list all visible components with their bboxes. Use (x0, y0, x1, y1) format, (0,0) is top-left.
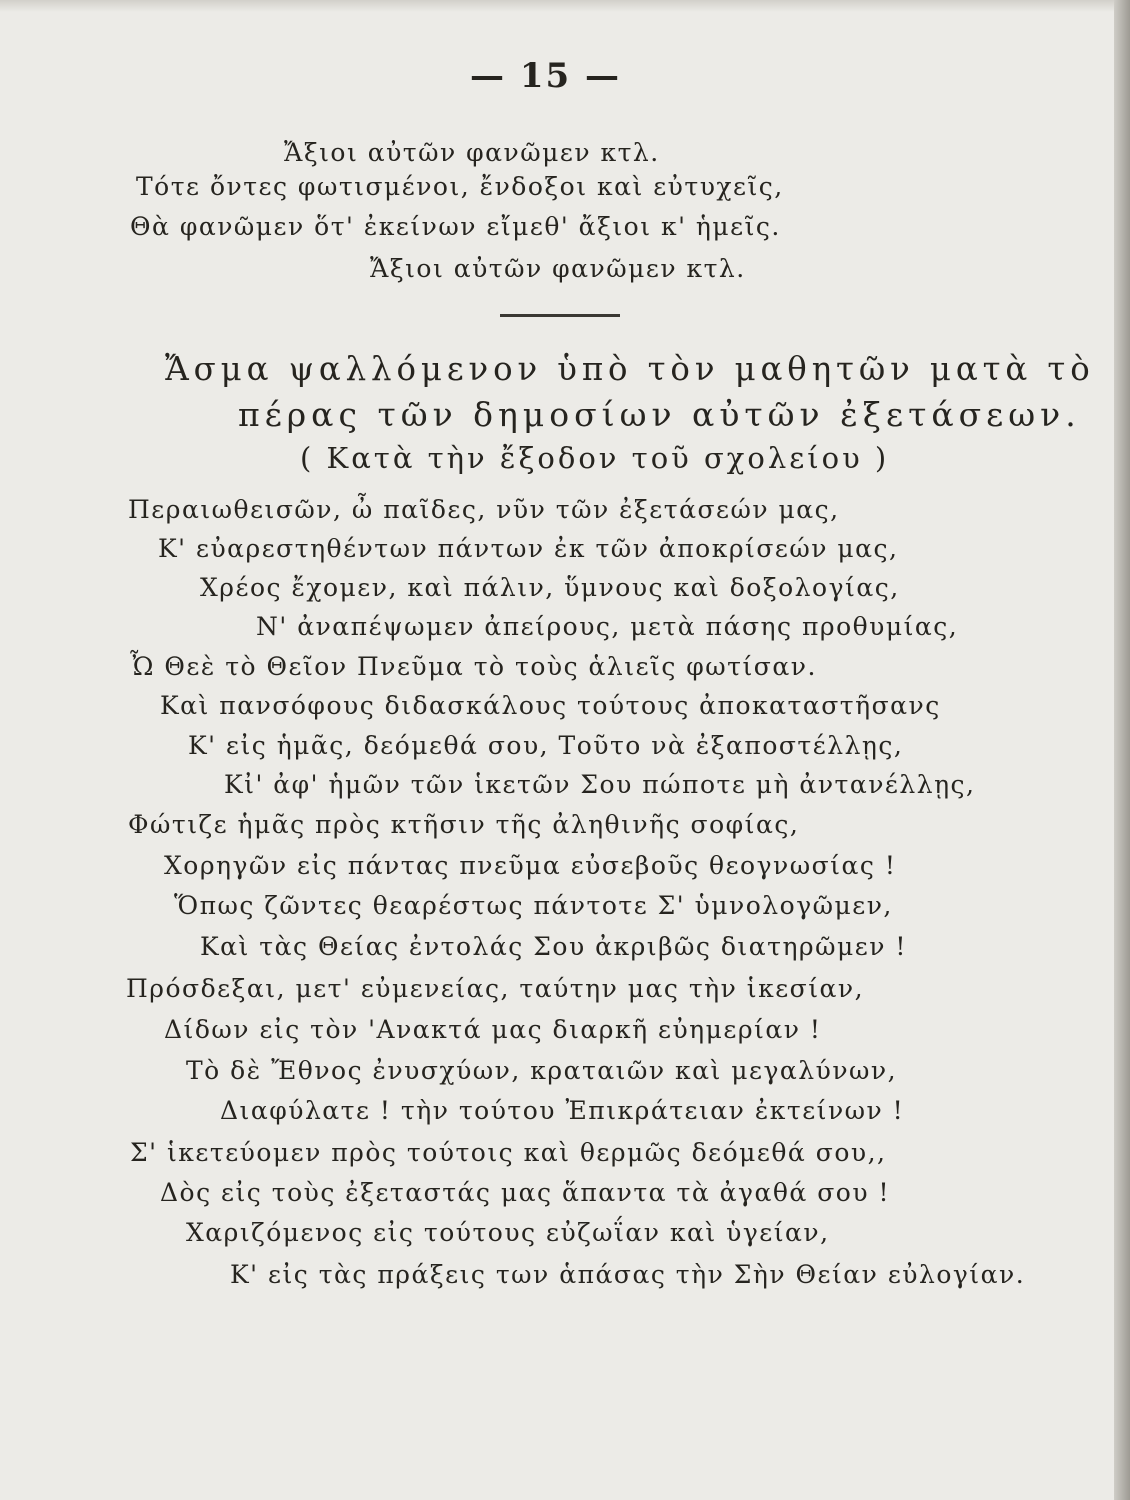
song-title-line-2: πέρας τῶν δημοσίων αὐτῶν ἐξετάσεων. (238, 395, 1081, 434)
stanza-line-1: Ἄξιοι αὐτῶν φανῶμεν κτλ. (284, 138, 660, 167)
poem-line: Περαιωθεισῶν, ὦ παῖδες, νῦν τῶν ἐξετάσεών μας, (128, 495, 840, 524)
poem-line: Χρέος ἔχομεν, καὶ πάλιν, ὕμνους καὶ δοξολογίας, (200, 573, 900, 602)
poem-line: Κ' εἰς τὰς πράξεις των ἁπάσας τὴν Σὴν Θείαν εὐλογίαν. (230, 1260, 1026, 1289)
poem-line: Σ' ἱκετεύομεν πρὸς τούτοις καὶ θερμῶς δεόμεθά σου,, (130, 1138, 887, 1167)
poem-line: Δίδων εἰς τὸν 'Ανακτά μας διαρκῆ εὐημερίαν ! (164, 1015, 822, 1044)
section-divider (500, 314, 620, 317)
page-top-shadow (0, 0, 1130, 12)
page-edge-shadow (1114, 0, 1130, 1500)
poem-line: Καὶ πανσόφους διδασκάλους τούτους ἀποκαταστῆσανς (160, 691, 941, 720)
poem-line: Πρόσδεξαι, μετ' εὐμενείας, ταύτην μας τὴν ἱκεσίαν, (126, 974, 865, 1003)
page-number: — 15 — (470, 56, 621, 96)
stanza-line-4: Ἄξιοι αὐτῶν φανῶμεν κτλ. (370, 254, 746, 283)
poem-line: Κ' εὐαρεστηθέντων πάντων ἐκ τῶν ἀποκρίσεών μας, (158, 534, 899, 563)
poem-line: Καὶ τὰς Θείας ἐντολάς Σου ἀκριβῶς διατηρῶμεν ! (200, 932, 907, 961)
song-title-line-1: Ἄσμα ψαλλόμενον ὑπὸ τὸν μαθητῶν ματὰ τὸ (165, 349, 1095, 388)
song-subtitle: ( Κατὰ τὴν ἔξοδον τοῦ σχολείου ) (300, 441, 890, 475)
poem-line: Ὅπως ζῶντες θεαρέστως πάντοτε Σ' ὑμνολογῶμεν, (174, 891, 893, 920)
poem-line: Χορηγῶν εἰς πάντας πνεῦμα εὐσεβοῦς θεογνωσίας ! (164, 851, 897, 880)
stanza-line-3: Θὰ φανῶμεν ὅτ' ἐκείνων εἴμεθ' ἄξιοι κ' ἡμεῖς. (130, 212, 781, 241)
poem-line: Ὦ Θεὲ τὸ Θεῖον Πνεῦμα τὸ τοὺς ἁλιεῖς φωτίσαν. (130, 652, 817, 681)
poem-line: Χαριζόμενος εἰς τούτους εὐζωΐαν καὶ ὑγείαν, (186, 1218, 830, 1247)
poem-line: Φώτιζε ἡμᾶς πρὸς κτῆσιν τῆς ἀληθινῆς σοφίας, (128, 810, 800, 839)
poem-line: Τὸ δὲ Ἔθνος ἐνυσχύων, κραταιῶν καὶ μεγαλύνων, (186, 1056, 898, 1085)
poem-line: Ν' ἀναπέψωμεν ἀπείρους, μετὰ πάσης προθυμίας, (256, 612, 959, 641)
poem-line: Κἰ' ἀφ' ἡμῶν τῶν ἱκετῶν Σου πώποτε μὴ ἀντανέλλῃς, (224, 770, 976, 799)
poem-line: Διαφύλατε ! τὴν τούτου Ἐπικράτειαν ἐκτείνων ! (220, 1096, 905, 1125)
poem-line: Κ' εἰς ἡμᾶς, δεόμεθά σου, Τοῦτο νὰ ἐξαποστέλλῃς, (188, 731, 904, 760)
stanza-line-2: Τότε ὄντες φωτισμένοι, ἔνδοξοι καὶ εὐτυχεῖς, (136, 172, 784, 201)
poem-line: Δὸς εἰς τοὺς ἐξεταστάς μας ἅπαντα τὰ ἀγαθά σου ! (160, 1178, 891, 1207)
